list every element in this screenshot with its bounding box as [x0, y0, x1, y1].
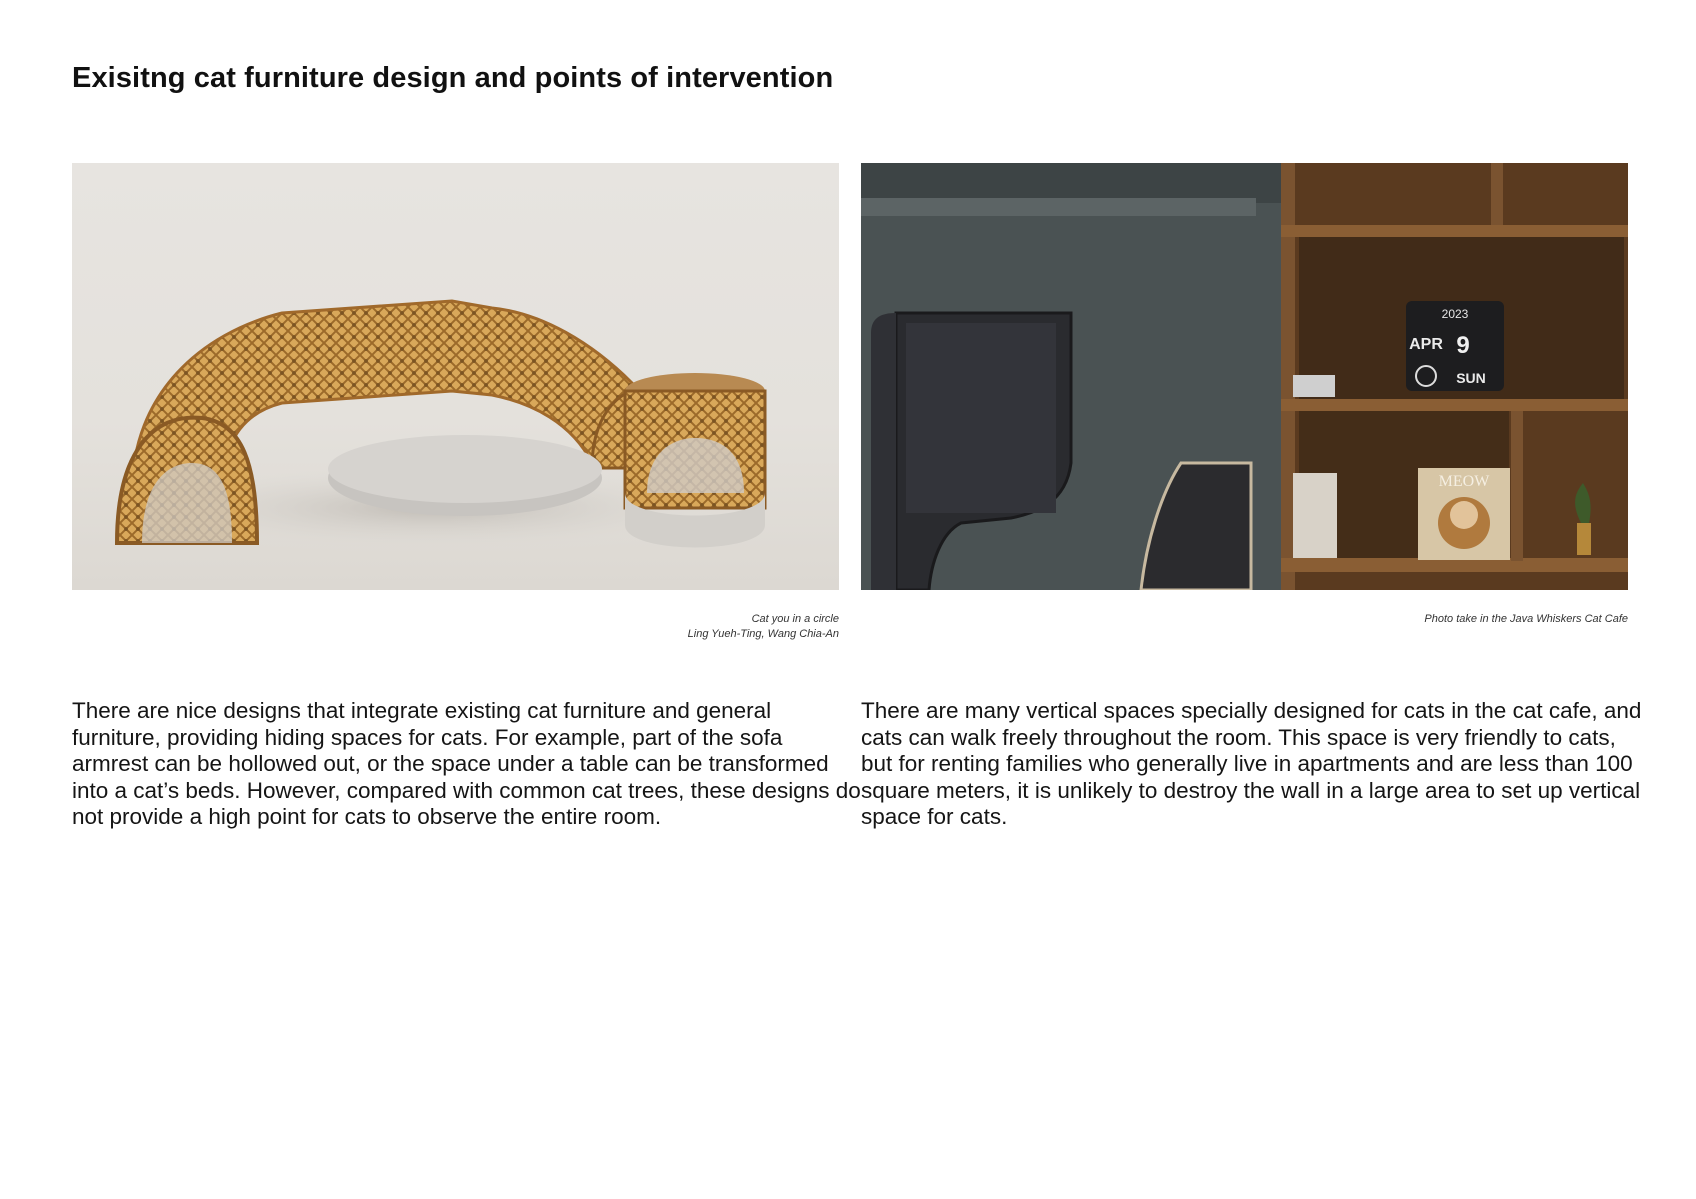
clock-day-text: 9 — [1456, 332, 1470, 359]
right-image-caption — [1424, 612, 1628, 627]
clock-month-text: APR — [1409, 336, 1443, 353]
rattan-furniture-photo — [72, 163, 839, 590]
left-caption-title: Cat you in a circle — [751, 613, 839, 625]
clock-year-text: 2023 — [1441, 307, 1469, 321]
right-caption-title: Photo take in the Java Whiskers Cat Cafe — [1424, 613, 1628, 625]
right-body-text: There are many vertical spaces specially designed for cats in the cat cafe, and cats can walk freely throughout the room. This space is very friendly to cats, but for renting families who generally live in apartments and are less than 100 square meters, it is unlikely to destroy the wall in a large area to set up vertical space for cats. — [861, 698, 1642, 830]
left-caption-authors: Ling Yueh-Ting, Wang Chia-An — [687, 628, 839, 640]
clock-weekday-text: SUN — [1456, 370, 1486, 386]
left-body-text: There are nice designs that integrate existing cat furniture and general furniture, providing hiding spaces for cats. For example, part of the sofa armrest can be hollowed out, or the space under a table can be transformed into a cat’s beds. However, compared with common cat trees, these designs do not provide a high point for cats to observe the entire room. — [72, 698, 861, 830]
page-title: Exisitng cat furniture design and points of intervention — [72, 62, 834, 94]
left-image-caption — [688, 612, 839, 642]
book-title-text: MEOW — [1438, 473, 1490, 490]
cat-cafe-photo — [861, 163, 1628, 590]
